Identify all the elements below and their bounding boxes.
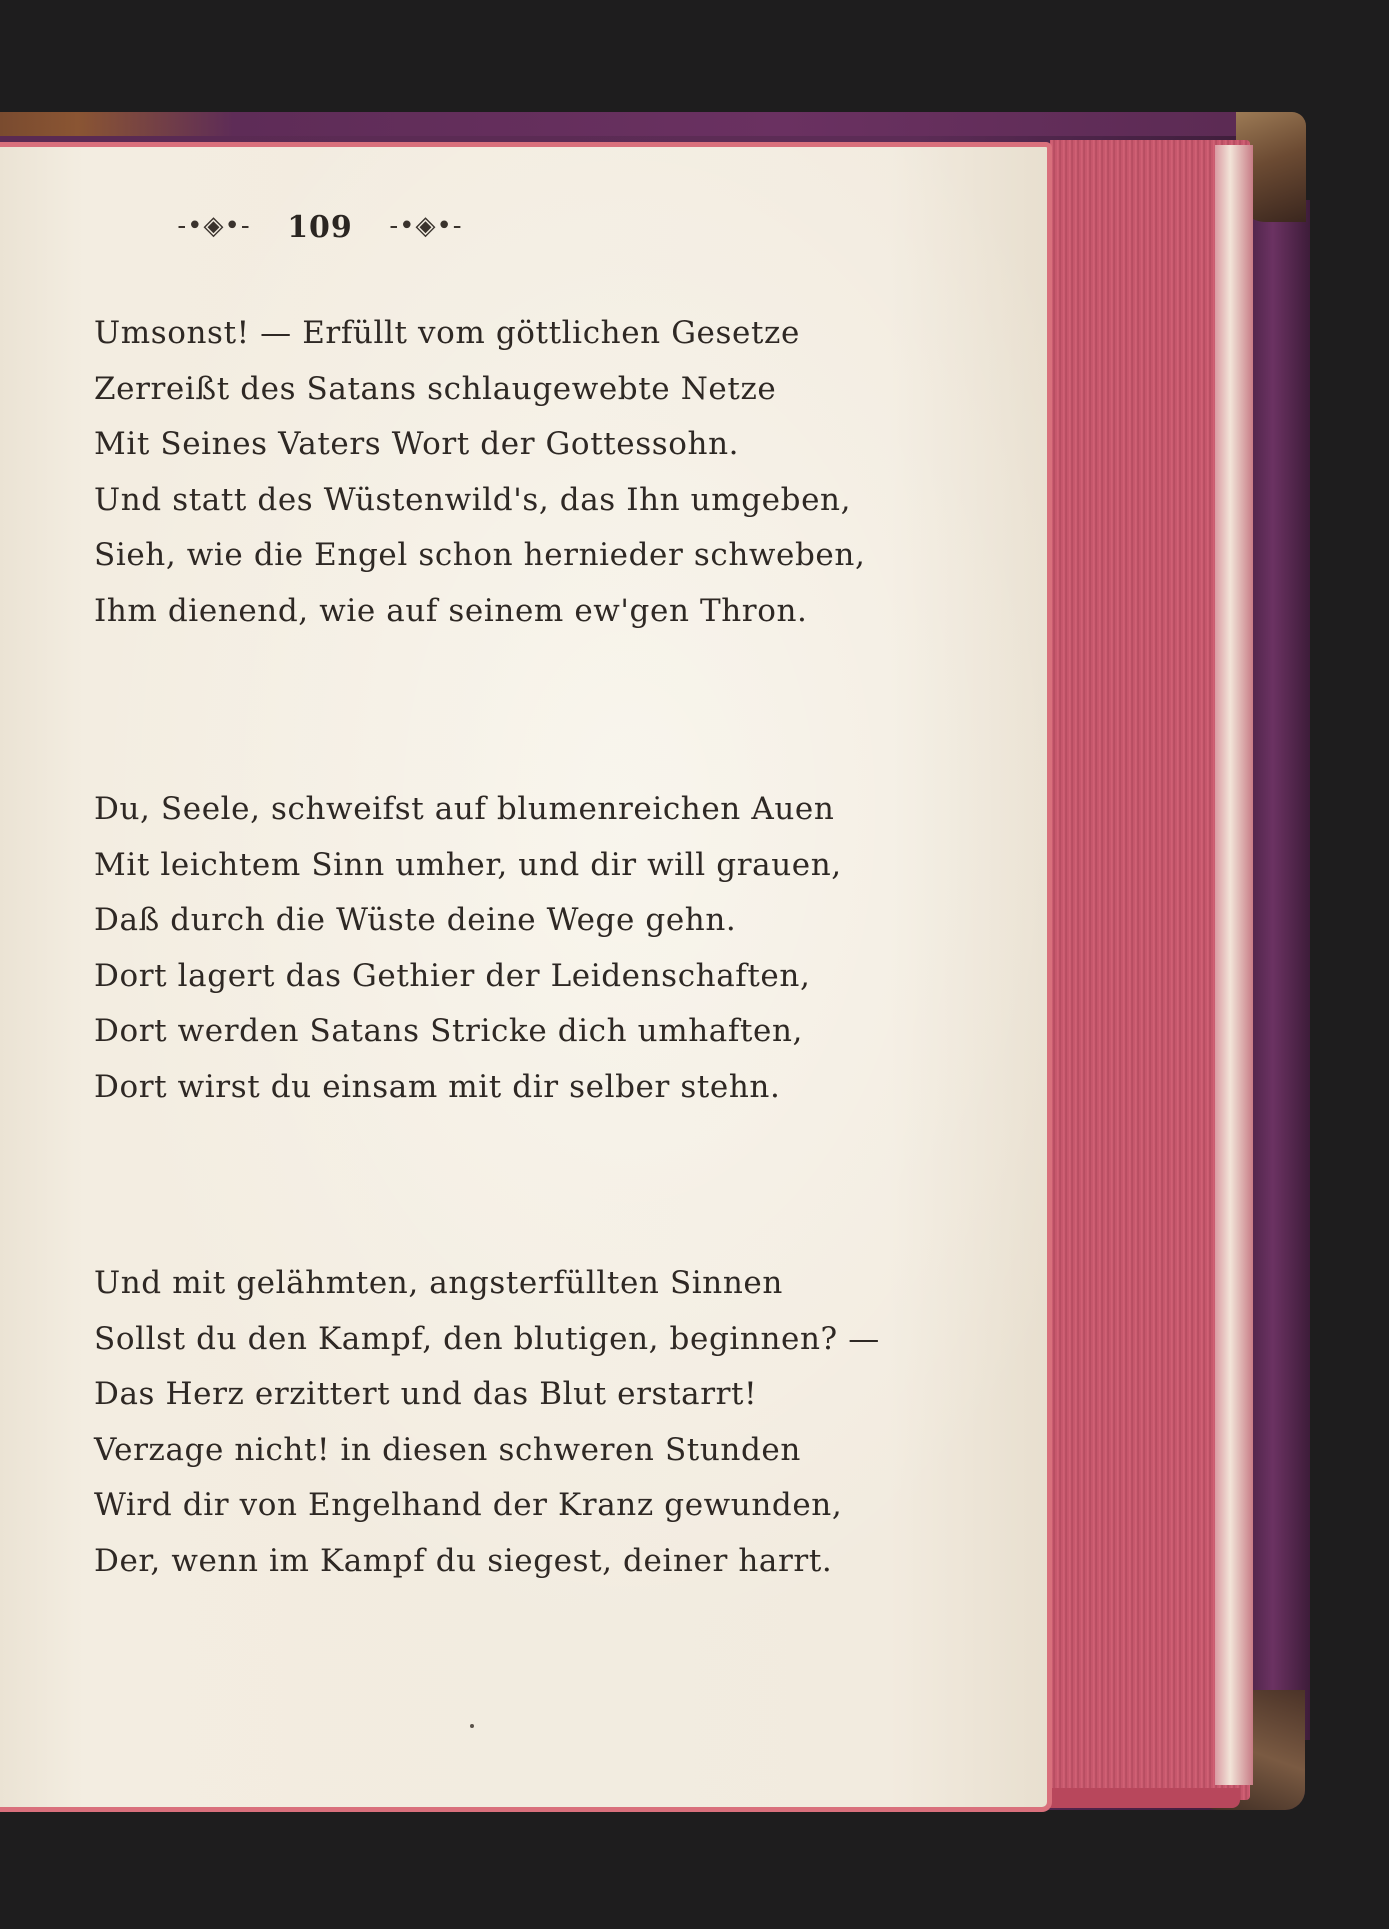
verse-line: Zerreißt des Satans schlaugewebte Netze <box>94 370 777 407</box>
verse-line: Der, wenn im Kampf du siegest, deiner harrt. <box>94 1542 833 1579</box>
page-number: 109 <box>287 210 353 245</box>
verse-line: Ihm dienend, wie auf seinem ew'gen Thron. <box>94 592 808 629</box>
stanza-1 <box>94 306 865 639</box>
ornament-right: -•◈•- <box>389 211 463 241</box>
stanza-2 <box>94 782 842 1115</box>
ornament-left: -•◈•- <box>177 211 251 241</box>
verse-line: Das Herz erzittert und das Blut erstarrt! <box>94 1376 758 1412</box>
paper-speck <box>470 1724 474 1728</box>
verse-line: Daß durch die Wüste deine Wege gehn. <box>94 902 737 938</box>
verse-line: Mit Seines Vaters Wort der Gottessohn. <box>94 426 740 462</box>
verse-line: Wird dir von Engelhand der Kranz gewunden, <box>94 1487 843 1523</box>
page-block-bottom <box>1040 1788 1240 1808</box>
page-block-fore-edge <box>1215 145 1253 1785</box>
cover-side <box>1248 200 1310 1740</box>
verse-line: Umsonst! — Erfüllt vom göttlichen Gesetze <box>94 315 800 351</box>
verse-line: Dort werden Satans Stricke dich umhaften, <box>94 1013 803 1049</box>
verse-line: Dort lagert das Gethier der Leidenschaften, <box>94 957 811 994</box>
verse-line: Dort wirst du einsam mit dir selber stehn. <box>94 1068 781 1105</box>
verse-line: Und mit gelähmten, angsterfüllten Sinnen <box>94 1265 783 1301</box>
verse-line: Und statt des Wüstenwild's, das Ihn umgeben, <box>94 481 852 518</box>
verse-line: Verzage nicht! in diesen schweren Stunden <box>94 1431 801 1468</box>
verse-line: Du, Seele, schweifst auf blumenreichen Auen <box>94 791 835 827</box>
stanza-3 <box>94 1256 880 1589</box>
verse-line: Sieh, wie die Engel schon hernieder schweben, <box>94 537 866 573</box>
cover-top-edge <box>0 112 1300 136</box>
verse-line: Sollst du den Kampf, den blutigen, beginnen? — <box>94 1320 880 1357</box>
verse-line: Mit leichtem Sinn umher, und dir will grauen, <box>94 846 842 883</box>
page-header <box>0 210 640 245</box>
